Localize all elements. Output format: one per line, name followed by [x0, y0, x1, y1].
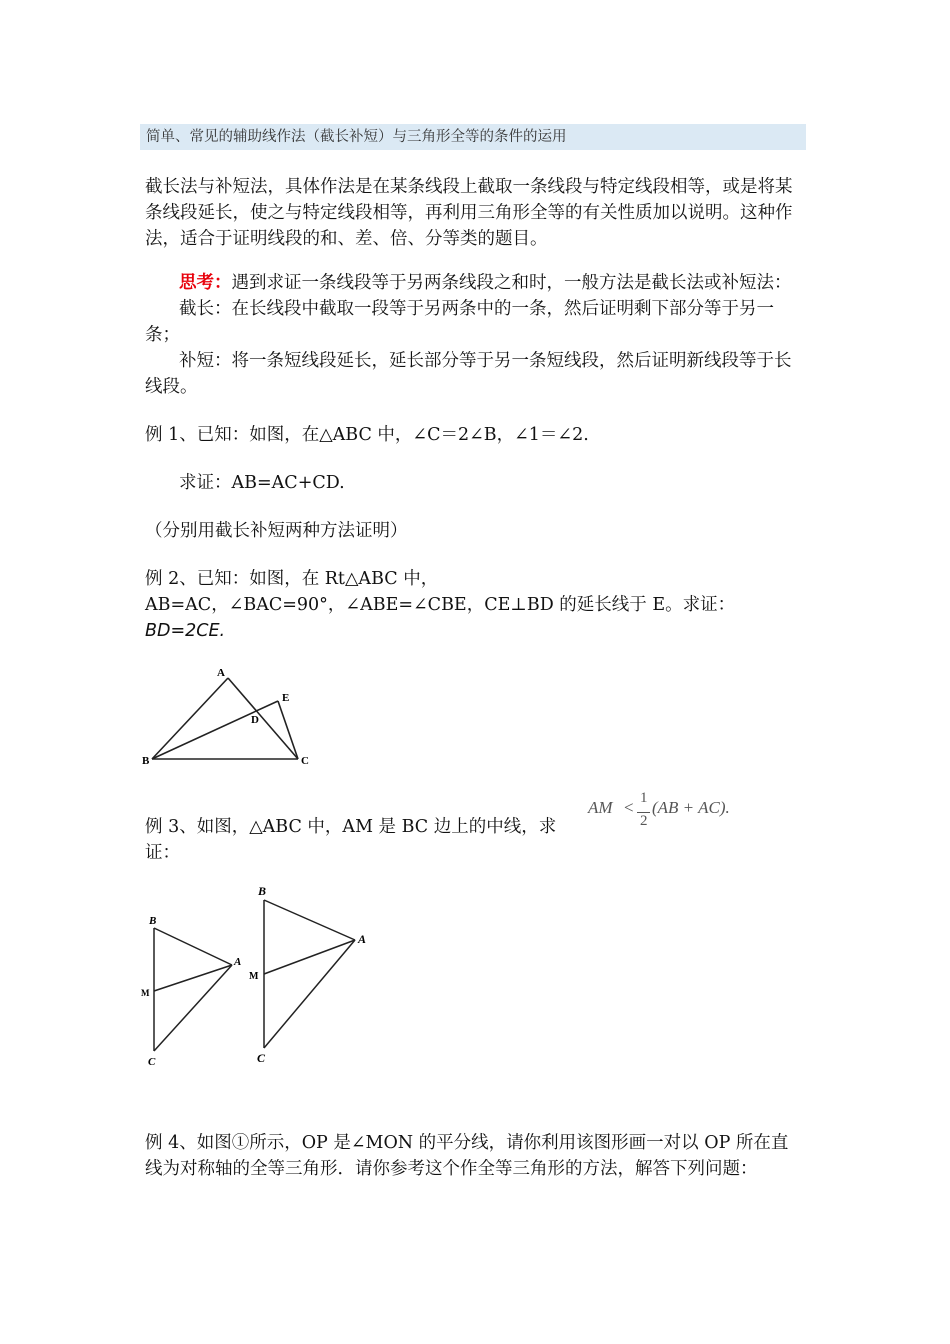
label-c: C [301, 755, 309, 767]
think-block [145, 270, 805, 400]
triangle-abc-diagram [140, 660, 320, 775]
formula-am: AM [588, 798, 613, 817]
median-triangle-diagrams [140, 878, 380, 1073]
example-2-line3: BD=2CE. [145, 621, 226, 641]
think-label: 思考： [179, 273, 232, 293]
example-1-prove-block [145, 470, 805, 496]
example-3-statement [145, 814, 585, 866]
example-4-statement [145, 1130, 805, 1182]
small-segment-ba [154, 928, 232, 965]
segment-be [152, 701, 278, 759]
example-1-statement [145, 422, 805, 448]
label-d: D [251, 714, 259, 726]
large-label-c: C [257, 1051, 266, 1065]
example-2-line1: 例 2、已知：如图，在 Rt△ABC 中， [145, 569, 439, 589]
example-1-prove: 求证：AB=AC+CD. [179, 473, 345, 493]
example-3-formula [588, 792, 748, 838]
small-label-c: C [148, 1056, 156, 1068]
large-label-a: A [358, 932, 367, 946]
formula-sum: (AB + AC). [652, 798, 730, 817]
small-label-m: M [141, 988, 150, 998]
large-label-b: B [258, 884, 267, 898]
formula-numerator: 1 [640, 790, 648, 806]
intro-paragraph [145, 174, 805, 252]
label-b: B [142, 755, 150, 767]
example-1-line: 例 1、已知：如图，在△ABC 中，∠C＝2∠B，∠1＝∠2. [145, 425, 589, 445]
label-a: A [217, 667, 225, 679]
buduan-text: 补短：将一条短线段延长，延长部分等于另一条短线段，然后证明新线段等于长线段。 [145, 351, 792, 397]
segment-ec [278, 701, 298, 759]
example-2-statement [145, 566, 805, 644]
small-label-a: A [234, 956, 242, 968]
formula-less-than: < [624, 798, 634, 817]
section-title: 简单、常见的辅助线作法（截长补短）与三角形全等的条件的运用 [140, 124, 806, 150]
example-2-line2: AB=AC，∠BAC=90°，∠ABE=∠CBE，CE⊥BD 的延长线于 E。求证： [145, 595, 736, 615]
example-3-figures [140, 878, 380, 1077]
jiechang-text: 截长：在长线段中截取一段等于另两条中的一条，然后证明剩下部分等于另一条； [145, 299, 774, 345]
example-3-line: 例 3、如图，△ABC 中，AM 是 BC 边上的中线，求证： [145, 817, 557, 863]
example-2-figure [140, 660, 320, 779]
intro-text: 截长法与补短法，具体作法是在某条线段上截取一条线段与特定线段相等，或是将某条线段延长，使之与特定线段相等，再利用三角形全等的有关性质加以说明。这种作法，适合于证明线段的和、差、倍、分等类的题目。 [145, 177, 793, 249]
large-label-m: M [249, 971, 259, 982]
formula-denominator: 2 [640, 813, 648, 829]
large-segment-ba [264, 900, 355, 940]
example-4-text: 例 4、如图①所示，OP 是∠MON 的平分线，请你利用该图形画一对以 OP 所在直线为对称轴的全等三角形．请你参考这个作全等三角形的方法，解答下列问题： [145, 1133, 789, 1179]
think-text: 遇到求证一条线段等于另两条线段之和时，一般方法是截长法或补短法： [231, 273, 792, 293]
small-label-b: B [149, 915, 157, 927]
example-1-note-block [145, 518, 805, 544]
segment-ba [152, 678, 228, 759]
label-e: E [282, 692, 290, 704]
example-1-note: （分别用截长补短两种方法证明） [145, 521, 408, 541]
think-paragraph [145, 270, 805, 296]
